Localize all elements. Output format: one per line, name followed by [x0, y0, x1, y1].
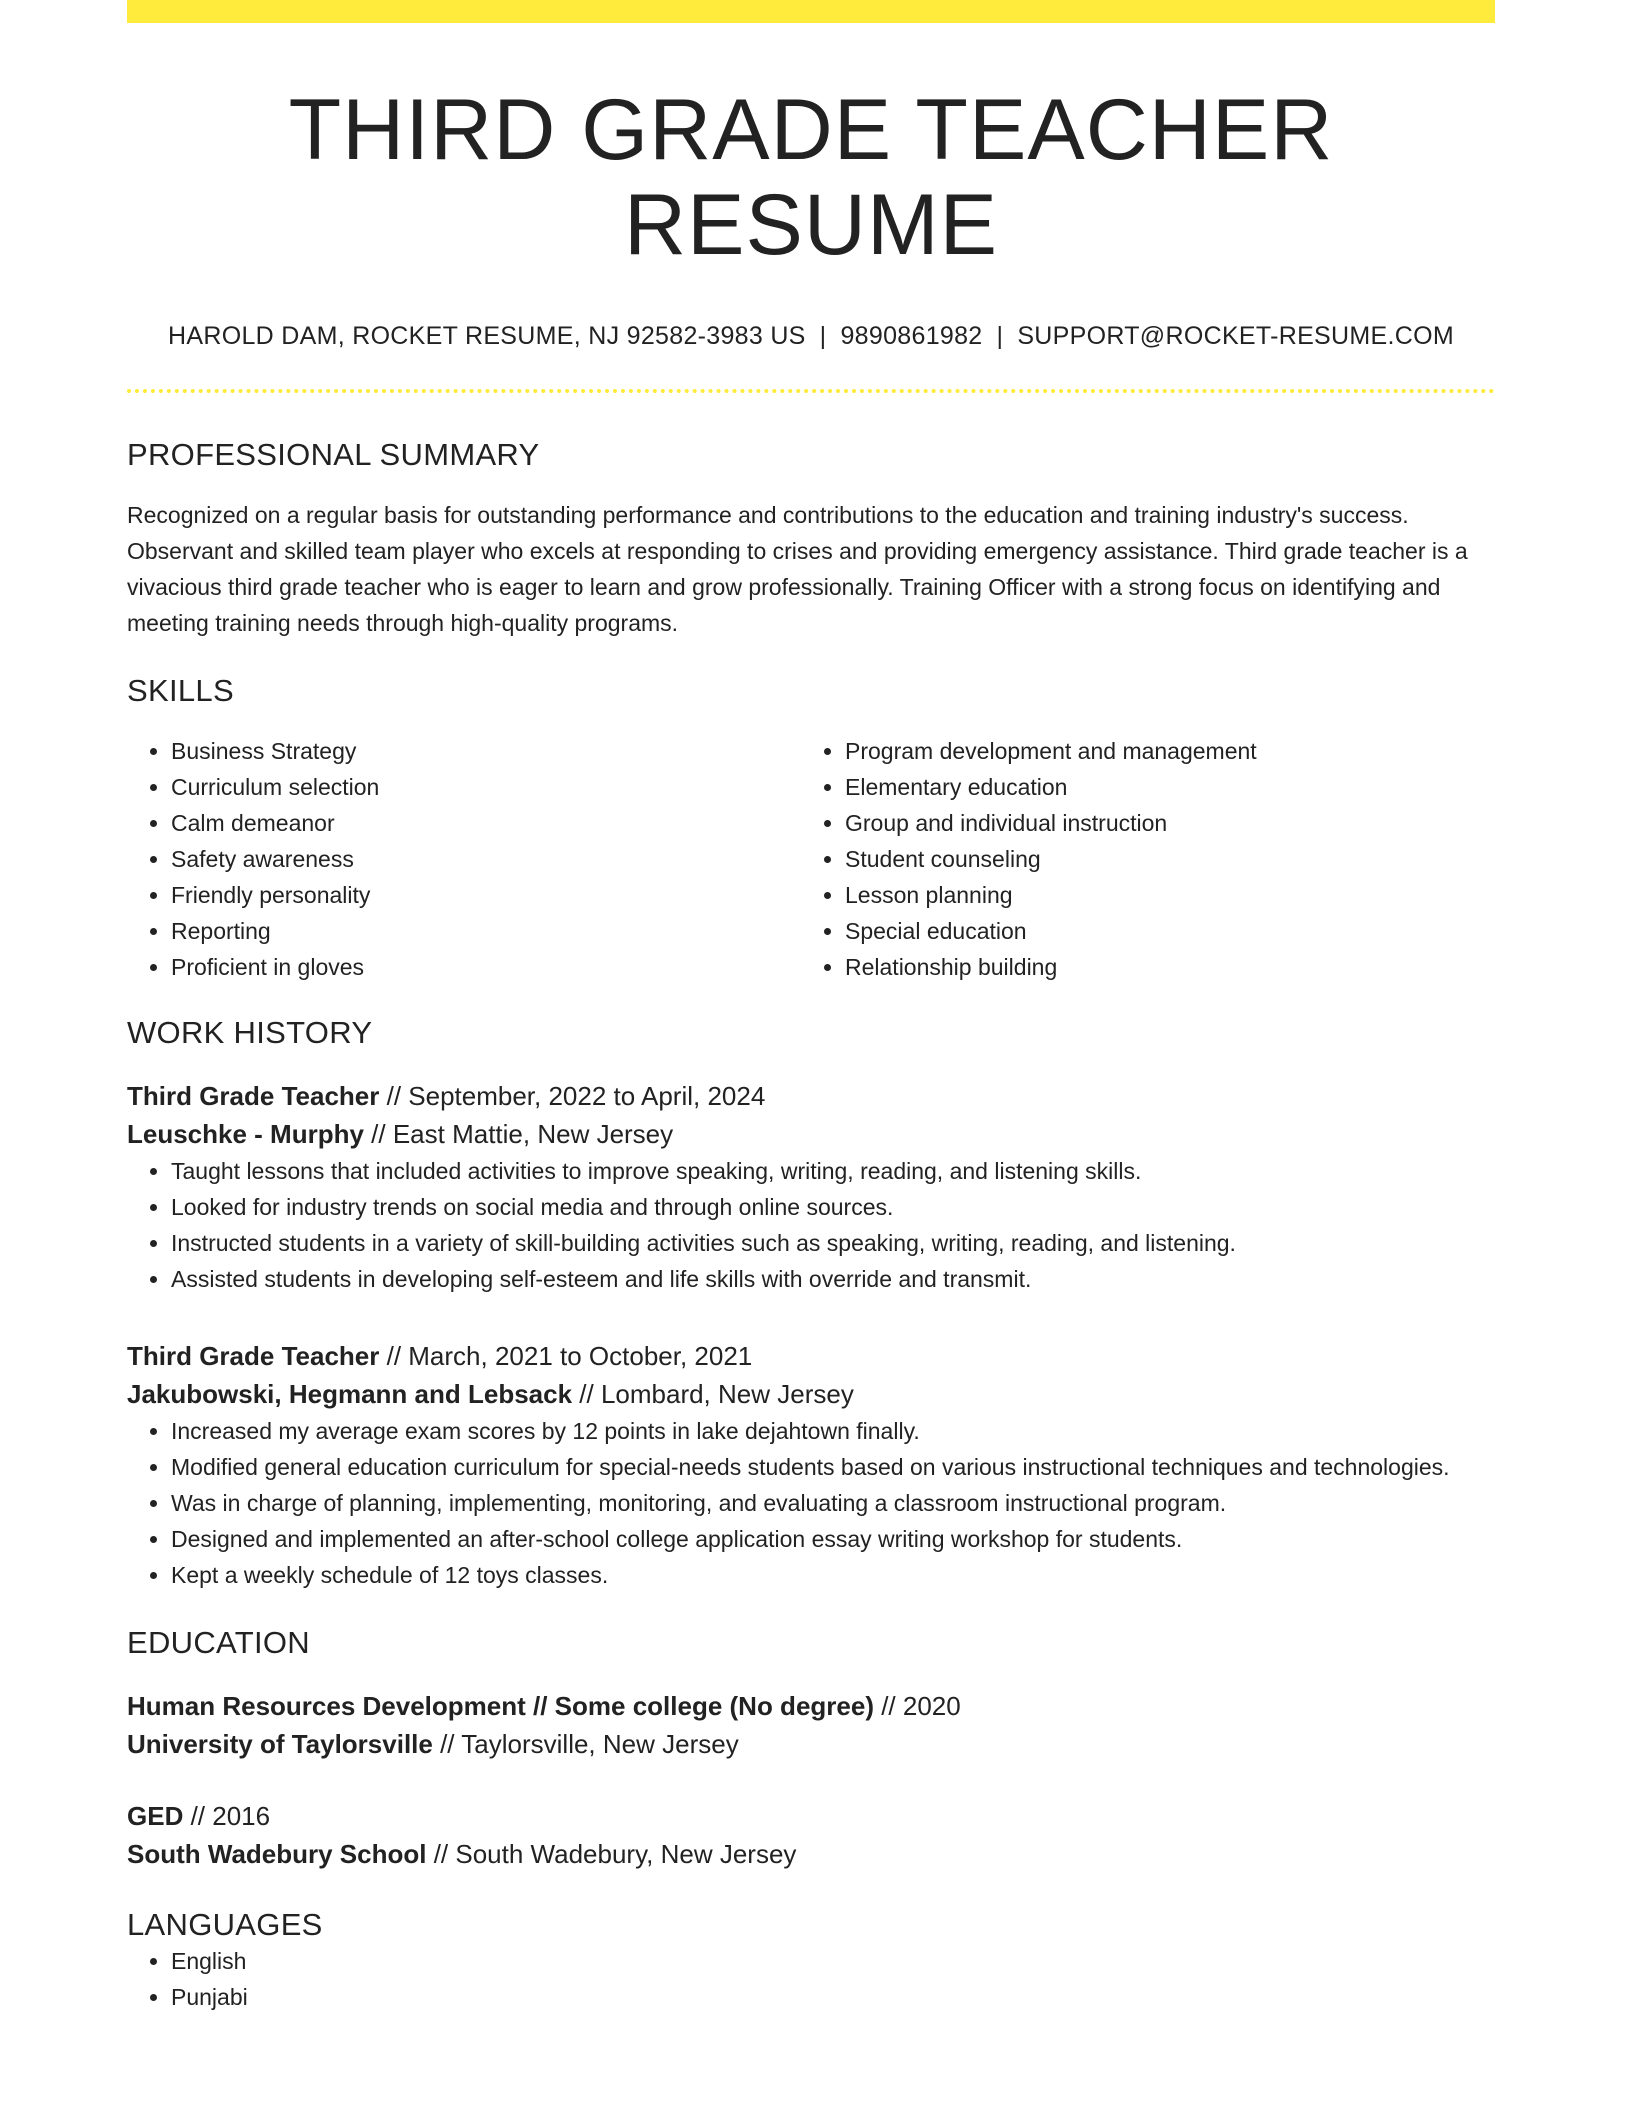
skill-item: • Relationship building: [845, 949, 1475, 985]
skill-item: • Group and individual instruction: [845, 805, 1475, 841]
skill-item: • Calm demeanor: [171, 805, 801, 841]
skill-item: • Special education: [845, 913, 1475, 949]
job-bullet: • Kept a weekly schedule of 12 toys classes.: [171, 1557, 1495, 1593]
job-title: Third Grade Teacher: [127, 1081, 380, 1112]
summary-heading: PROFESSIONAL SUMMARY: [127, 437, 540, 473]
job-title: Third Grade Teacher: [127, 1341, 380, 1372]
skill-item: • Program development and management: [845, 733, 1475, 769]
resume-title: THIRD GRADE TEACHER RESUME: [288, 82, 1334, 273]
skills-heading: SKILLS: [127, 673, 234, 709]
skill-item: • Business Strategy: [171, 733, 801, 769]
education-heading: EDUCATION: [127, 1625, 310, 1661]
language-item: • English: [171, 1943, 1495, 1979]
skill-item: • Elementary education: [845, 769, 1475, 805]
job-bullet: • Assisted students in developing self-esteem and life skills with override and transmit.: [171, 1261, 1495, 1297]
job-title-line: [127, 1337, 1495, 1375]
education-entry: [127, 1797, 1495, 1873]
contact-email: SUPPORT@ROCKET-RESUME.COM: [1017, 322, 1454, 351]
job-bullet: • Instructed students in a variety of skill-building activities such as speaking, writing, reading, and listening.: [171, 1225, 1495, 1261]
education-school: South Wadebury School: [127, 1839, 427, 1870]
skill-item: • Friendly personality: [171, 877, 801, 913]
skill-item: • Curriculum selection: [171, 769, 801, 805]
summary-text: Recognized on a regular basis for outstanding performance and contributions to the education and training industry's success. Observant and skilled team player who excels at responding to crises and providing emergency assistance. Third grade teacher is a vivacious third grade teacher who is eager to learn and grow professionally. Training Officer with a strong focus on identifying and meeting training needs through high-quality programs.: [127, 502, 1468, 637]
skill-item: • Student counseling: [845, 841, 1475, 877]
contact-line: [127, 322, 1495, 351]
job-dates: // September, 2022 to April, 2024: [379, 1081, 766, 1112]
job-company: Jakubowski, Hegmann and Lebsack: [127, 1379, 573, 1410]
contact-address: HAROLD DAM, ROCKET RESUME, NJ 92582-3983 US: [168, 322, 806, 351]
education-year: // 2016: [183, 1801, 271, 1832]
skills-column-left: [127, 733, 801, 985]
education-degree: Human Resources Development // Some college (No degree): [127, 1691, 874, 1722]
dotted-divider: [127, 389, 1495, 393]
contact-separator: |: [996, 322, 1004, 351]
top-accent-bar: [127, 0, 1495, 23]
education-location: // South Wadebury, New Jersey: [426, 1839, 797, 1870]
contact-phone: 9890861982: [840, 322, 983, 351]
job-bullets: [127, 1413, 1495, 1593]
skills-list-right: [801, 733, 1475, 985]
job-bullet: • Taught lessons that included activities to improve speaking, writing, reading, and listening skills.: [171, 1153, 1495, 1189]
education-degree-line: [127, 1687, 1495, 1725]
work-history-heading: WORK HISTORY: [127, 1015, 373, 1051]
resume-page: [127, 0, 1495, 2015]
education-location: // Taylorsville, New Jersey: [432, 1729, 739, 1760]
job-company-line: [127, 1115, 1495, 1153]
languages-heading: LANGUAGES: [127, 1907, 323, 1943]
education-entry: [127, 1687, 1495, 1763]
job-location: // East Mattie, New Jersey: [363, 1119, 674, 1150]
skill-item: • Lesson planning: [845, 877, 1475, 913]
job-company: Leuschke - Murphy: [127, 1119, 364, 1150]
job-entry: [127, 1337, 1495, 1593]
job-bullets: [127, 1153, 1495, 1297]
education-school-line: [127, 1835, 1495, 1873]
contact-separator: |: [819, 322, 827, 351]
skills-column-right: [801, 733, 1475, 985]
skill-item: • Safety awareness: [171, 841, 801, 877]
job-bullet: • Looked for industry trends on social media and through online sources.: [171, 1189, 1495, 1225]
job-bullet: • Modified general education curriculum for special-needs students based on various instructional techniques and technologies.: [171, 1449, 1495, 1485]
language-item: • Punjabi: [171, 1979, 1495, 2015]
education-year: // 2020: [873, 1691, 961, 1722]
job-bullet: • Increased my average exam scores by 12 points in lake dejahtown finally.: [171, 1413, 1495, 1449]
job-bullet: • Was in charge of planning, implementing, monitoring, and evaluating a classroom instructional program.: [171, 1485, 1495, 1521]
skills-list-left: [127, 733, 801, 985]
education-degree: GED: [127, 1801, 184, 1832]
job-title-line: [127, 1077, 1495, 1115]
skill-item: • Reporting: [171, 913, 801, 949]
education-school: University of Taylorsville: [127, 1729, 433, 1760]
job-header: [127, 1077, 1495, 1153]
education-degree-line: [127, 1797, 1495, 1835]
languages-list: [127, 1943, 1495, 2015]
job-header: [127, 1337, 1495, 1413]
job-dates: // March, 2021 to October, 2021: [379, 1341, 753, 1372]
education-school-line: [127, 1725, 1495, 1763]
job-company-line: [127, 1375, 1495, 1413]
skills-grid: [127, 733, 1495, 985]
job-location: // Lombard, New Jersey: [572, 1379, 854, 1410]
job-bullet: • Designed and implemented an after-school college application essay writing workshop for students.: [171, 1521, 1495, 1557]
job-entry: [127, 1077, 1495, 1297]
skill-item: • Proficient in gloves: [171, 949, 801, 985]
